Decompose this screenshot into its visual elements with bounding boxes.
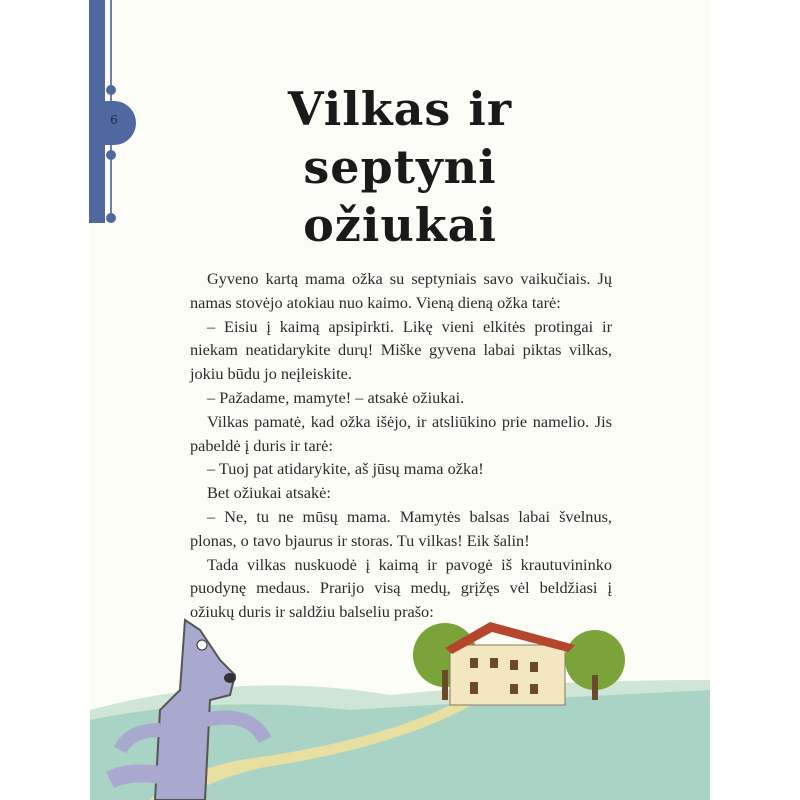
paragraph: – Pažadame, mamyte! – atsakė ožiukai. — [207, 387, 465, 407]
illustration — [90, 600, 710, 800]
paragraph: – Ne, tu ne mūsų mama. Mamytės balsas labai švelnus, plonas, o tavo bjaurus ir storas. Tu vilkas! Eik šalin! — [190, 506, 612, 550]
paragraph: Bet ožiukai atsakė: — [207, 483, 331, 503]
margin-dot — [106, 150, 116, 160]
paragraph: Tada vilkas nuskuodė į kaimą ir pavogė iš krautuvininko puodynę medaus. Prarijo visą medų, grįžęs vėl beldžiasi į ožiukų duris ir saldžiu balseliu prašo: — [190, 554, 612, 622]
margin-dot — [106, 85, 116, 95]
story-title: Vilkas ir septyni ožiukai — [287, 82, 513, 252]
margin-dot — [106, 213, 116, 223]
paragraph: Gyveno kartą mama ožka su septyniais savo vaikučiais. Jų namas stovėjo atokiau nuo kaimo. Vieną dieną ožka tarė: — [190, 269, 612, 312]
page-number: 6 — [110, 113, 118, 127]
paragraph: – Tuoj pat atidarykite, aš jūsų mama ožka! — [207, 459, 484, 479]
story-text — [190, 267, 612, 624]
paragraph: – Eisiu į kaimą apsipirkti. Likę vieni elkitės protingai ir niekam neatidarykite durų! Miške gyvena labai piktas vilkas, jokiu būdu jo neįleiskite. — [190, 316, 612, 384]
page-margin-bar — [89, 0, 105, 223]
paragraph: Vilkas pamatė, kad ožka išėjo, ir atsliūkino prie namelio. Jis pabeldė į duris ir tarė: — [190, 411, 612, 455]
